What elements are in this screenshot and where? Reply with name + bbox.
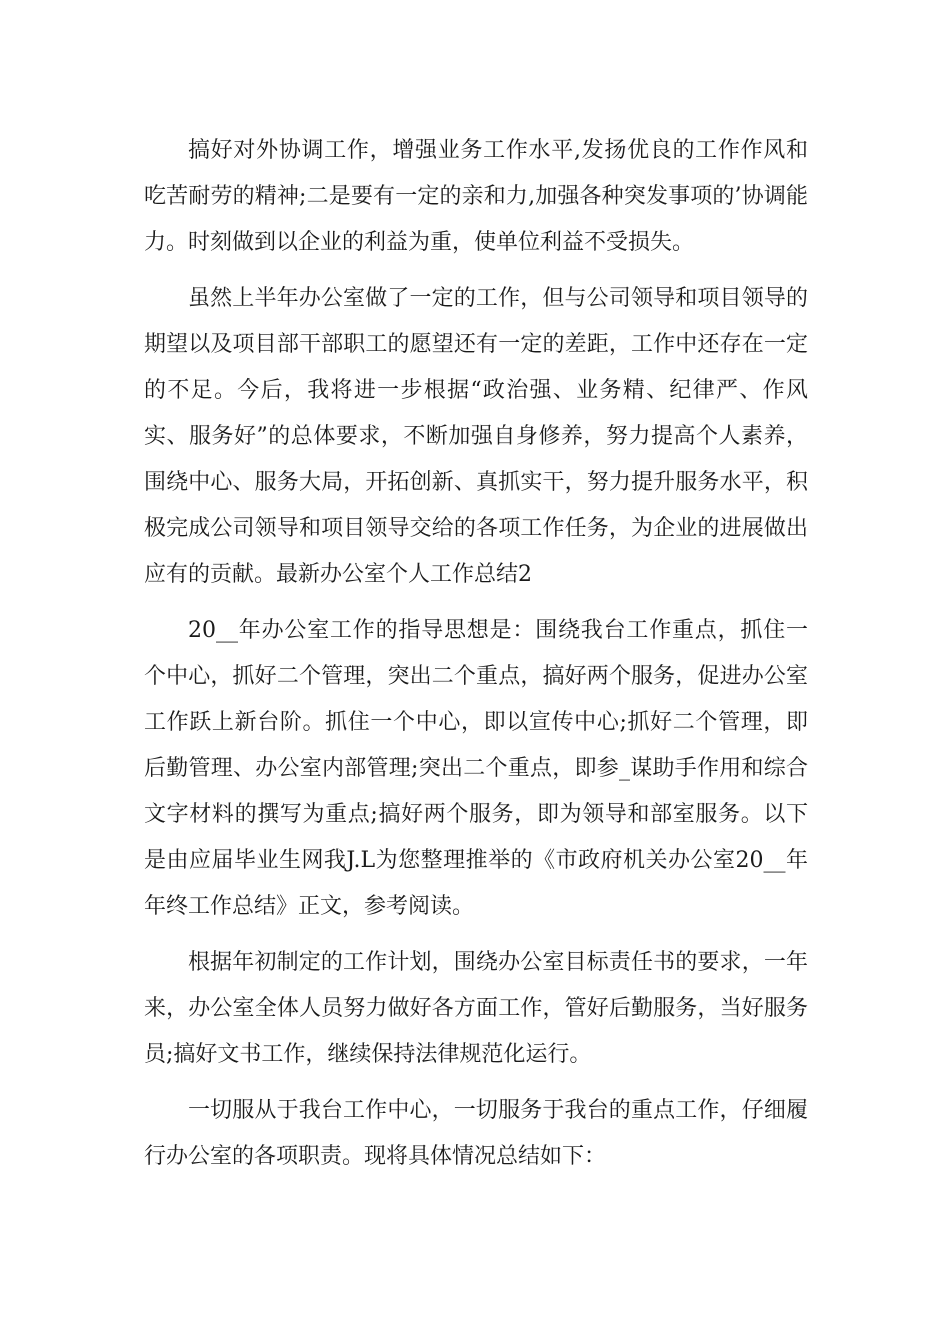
- paragraph-1: 搞好对外协调工作，增强业务工作水平,发扬优良的工作作风和吃苦耐劳的精神;二是要有一定的亲和力,加强各种突发事项的’协调能力。时刻做到以企业的利益为重，使单位利益不受损失。: [144, 138, 808, 255]
- paragraph-5: 一切服从于我台工作中心，一切服务于我台的重点工作，仔细履行办公室的各项职责。现将具体情况总结如下：: [144, 1098, 808, 1169]
- paragraph-4: 根据年初制定的工作计划，围绕办公室目标责任书的要求，一年来，办公室全体人员努力做好各方面工作，管好后勤服务，当好服务员;搞好文书工作，继续保持法律规范化运行。: [144, 950, 808, 1067]
- document-body: [144, 128, 808, 1190]
- paragraph-2: 虽然上半年办公室做了一定的工作，但与公司领导和项目领导的期望以及项目部干部职工的愿望还有一定的差距，工作中还存在一定的不足。今后，我将进一步根据“政治强、业务精、纪律严、作风实、服务好”的总体要求，不断加强自身修养，努力提高个人素养，围绕中心、服务大局，开拓创新、真抓实干，努力提升服务水平，积极完成公司领导和项目领导交给的各项工作任务，为企业的进展做出应有的贡献。最新办公室个人工作总结2: [144, 286, 808, 587]
- paragraph-3: 20__年办公室工作的指导思想是：围绕我台工作重点，抓住一个中心，抓好二个管理，突出二个重点，搞好两个服务，促进办公室工作跃上新台阶。抓住一个中心，即以宣传中心;抓好二个管理，即后勤管理、办公室内部管理;突出二个重点，即参_谋助手作用和综合文字材料的撰写为重点;搞好两个服务，即为领导和部室服务。以下是由应届毕业生网我J.L为您整理推举的《市政府机关办公室20__年年终工作总结》正文，参考阅读。: [144, 618, 808, 919]
